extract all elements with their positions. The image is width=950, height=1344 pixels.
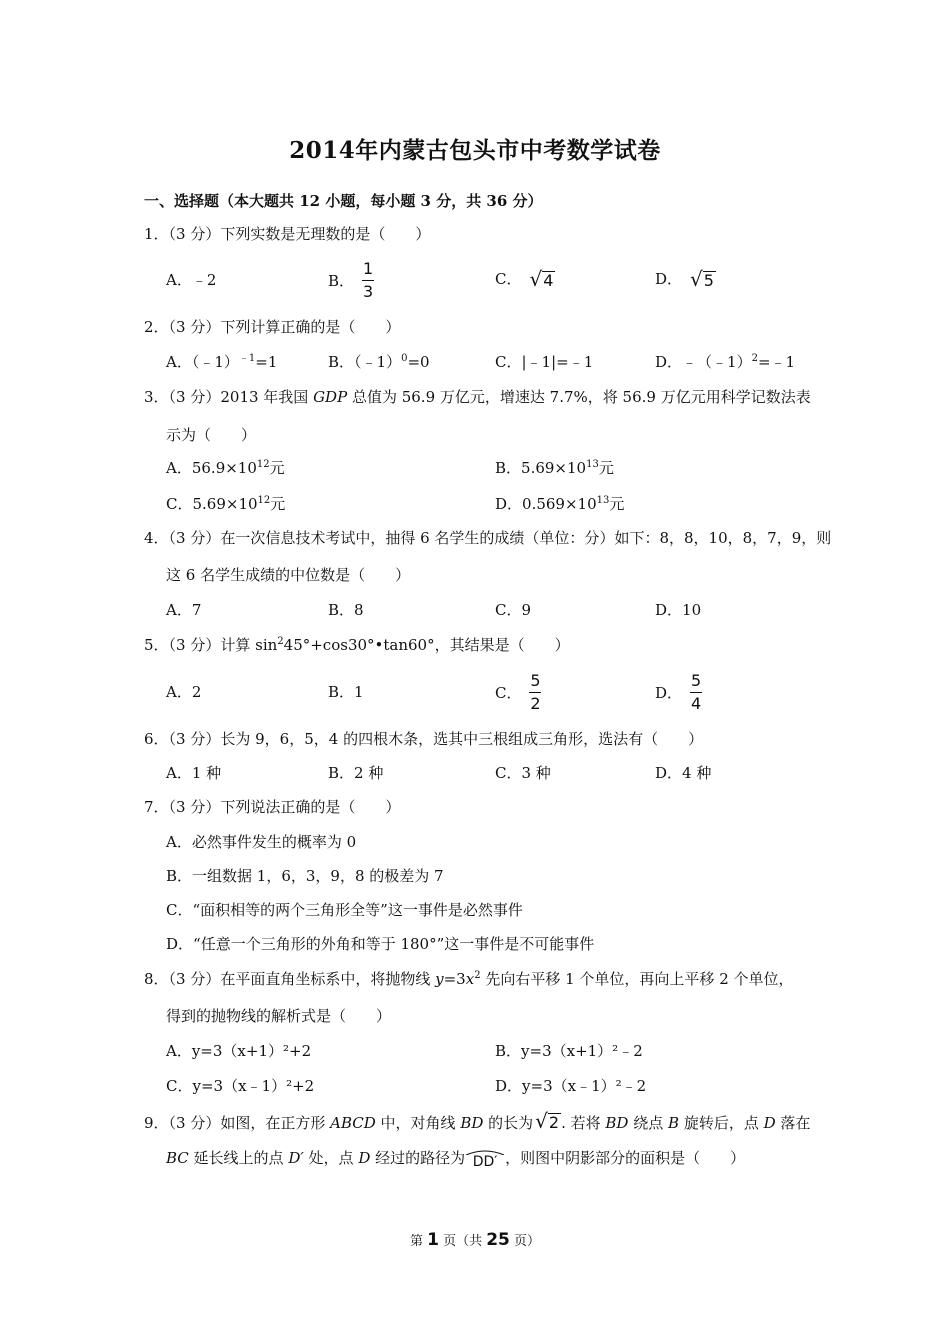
fraction-numerator: 5	[690, 671, 702, 690]
page-footer: 第 1 页（共 25 页）	[409, 1230, 541, 1250]
q1-option-b-label: B．	[328, 271, 355, 290]
fraction-bar	[690, 692, 702, 693]
fraction-denominator: 4	[690, 694, 702, 713]
q2-stem: 2．（3 分）下列计算正确的是（ ）	[144, 318, 401, 336]
q4-option-d: D．10	[655, 601, 702, 619]
q8-option-d: D．y=3（x﹣1）²﹣2	[495, 1077, 647, 1095]
q9-stem: 9．（3 分）如图，在正方形 ABCD 中，对角线 BD 的长为 √ 2 . 若将 BD 绕点 B 旋转后，点 D 落在	[144, 1109, 811, 1133]
q1-option-b	[328, 260, 374, 301]
q7-option-c: C．“面积相等的两个三角形全等”这一事件是必然事件	[166, 901, 523, 919]
q1-option-c	[495, 268, 555, 290]
q8-option-b: B．y=3（x+1）²﹣2	[495, 1042, 643, 1060]
q8-stem: 8．（3 分）在平面直角坐标系中，将抛物线 $y=3x^2$ 先向右平移 1 个单位，再向上平移 2 个单位，	[144, 970, 794, 988]
q3-option-c: C．$5.69\times 10^{12}$元	[166, 495, 286, 513]
fraction-bar	[529, 692, 541, 693]
q5-option-b: B．1	[328, 683, 364, 701]
q5-option-c: C． $\frac{5}{2}$	[495, 671, 541, 713]
q7-option-d: D．“任意一个三角形的外角和等于 180°”这一事件是不可能事件	[166, 935, 595, 953]
q9-stem-continued: BC 延长线上的点 D′ 处，点 D 经过的路径为 DD′ ，则图中阴影部分的面积是（ ）	[166, 1149, 746, 1170]
q2-option-d: D．﹣（﹣1）$^2$=﹣1	[655, 353, 796, 371]
page-total: 25	[486, 1230, 510, 1250]
q3-option-b: B．$5.69\times 10^{13}$元	[495, 459, 614, 477]
arc-icon: DD′	[465, 1149, 505, 1169]
page-title: 2014年内蒙古包头市中考数学试卷	[289, 137, 661, 164]
q6-option-a: A．1 种	[166, 764, 222, 782]
q4-option-b: B．8	[328, 601, 364, 619]
q5-option-d-fraction	[690, 672, 702, 713]
q3-option-d: D．$0.569\times 10^{13}$元	[495, 495, 625, 513]
q5-stem: 5．（3 分）计算 $\sin^245^\circ+\cos 30^\circ•\tan 60^\circ$，其结果是（ ）	[144, 636, 570, 654]
section-heading: 一、选择题（本大题共 12 小题，每小题 3 分，共 36 分）	[144, 192, 543, 210]
q1-option-d-label: D．	[655, 270, 683, 288]
q5-option-c-fraction	[529, 672, 541, 713]
page-number: 1	[427, 1230, 439, 1250]
sqrt-icon: √ 5	[690, 267, 714, 291]
q4-option-a: A．7	[166, 601, 202, 619]
q4-stem: 4．（3 分）在一次信息技术考试中，抽得 6 名学生的成绩（单位：分）如下：8，8，10，8，7，9，则	[144, 529, 832, 547]
q2-option-a: A．（﹣1）$^{﹣1}$=1	[166, 353, 278, 371]
q4-option-c: C．9	[495, 601, 532, 619]
q1-option-b-fraction	[362, 260, 374, 301]
q7-option-a: A．必然事件发生的概率为 0	[166, 833, 357, 851]
q1-option-d	[655, 268, 716, 290]
q8-option-c: C．y=3（x﹣1）²+2	[166, 1077, 315, 1095]
q1-stem: 1．（3 分）下列实数是无理数的是（ ）	[144, 225, 431, 243]
fraction-bar	[362, 280, 374, 281]
q6-option-d: D．4 种	[655, 764, 712, 782]
q2-option-c: C．|﹣1|=﹣1	[495, 353, 594, 371]
q4-stem-continued: 这 6 名学生成绩的中位数是（ ）	[166, 566, 411, 584]
q1-option-c-label: C．	[495, 270, 522, 288]
sqrt-icon: √ 4	[529, 267, 554, 291]
q5-option-a: A．2	[166, 683, 202, 701]
q6-option-c: C．3 种	[495, 764, 551, 782]
q1-option-a: A．﹣2	[166, 271, 217, 289]
q7-option-b: B．一组数据 1，6，3，9，8 的极差为 7	[166, 867, 444, 885]
fraction-denominator: 2	[530, 694, 541, 713]
sqrt-icon: √ 2	[535, 1109, 560, 1133]
q7-stem: 7．（3 分）下列说法正确的是（ ）	[144, 798, 401, 816]
fraction-numerator: 5	[530, 671, 541, 690]
radicand: 5	[703, 271, 714, 290]
q2-option-b: B．（﹣1）$^0$=0	[328, 353, 430, 371]
q6-stem: 6．（3 分）长为 9，6，5，4 的四根木条，选其中三根组成三角形，选法有（ ）	[144, 730, 704, 748]
q8-stem-continued: 得到的抛物线的解析式是（ ）	[166, 1007, 392, 1025]
fraction-numerator: 1	[362, 259, 374, 278]
q3-option-a: A．$56.9\times 10^{12}$元	[166, 459, 285, 477]
q5-option-d: D． $\frac{5}{4}$	[655, 671, 702, 713]
q3-stem-continued: 示为（ ）	[166, 426, 257, 444]
q6-option-b: B．2 种	[328, 764, 384, 782]
q8-option-a: A．y=3（x+1）²+2	[166, 1042, 312, 1060]
fraction-denominator: 3	[362, 282, 374, 301]
radicand: 4	[543, 271, 554, 290]
q3-stem: 3．（3 分）2013 年我国 GDP 总值为 56.9 万亿元，增速达 7.7%，将 56.9 万亿元用科学记数法表	[144, 388, 811, 406]
